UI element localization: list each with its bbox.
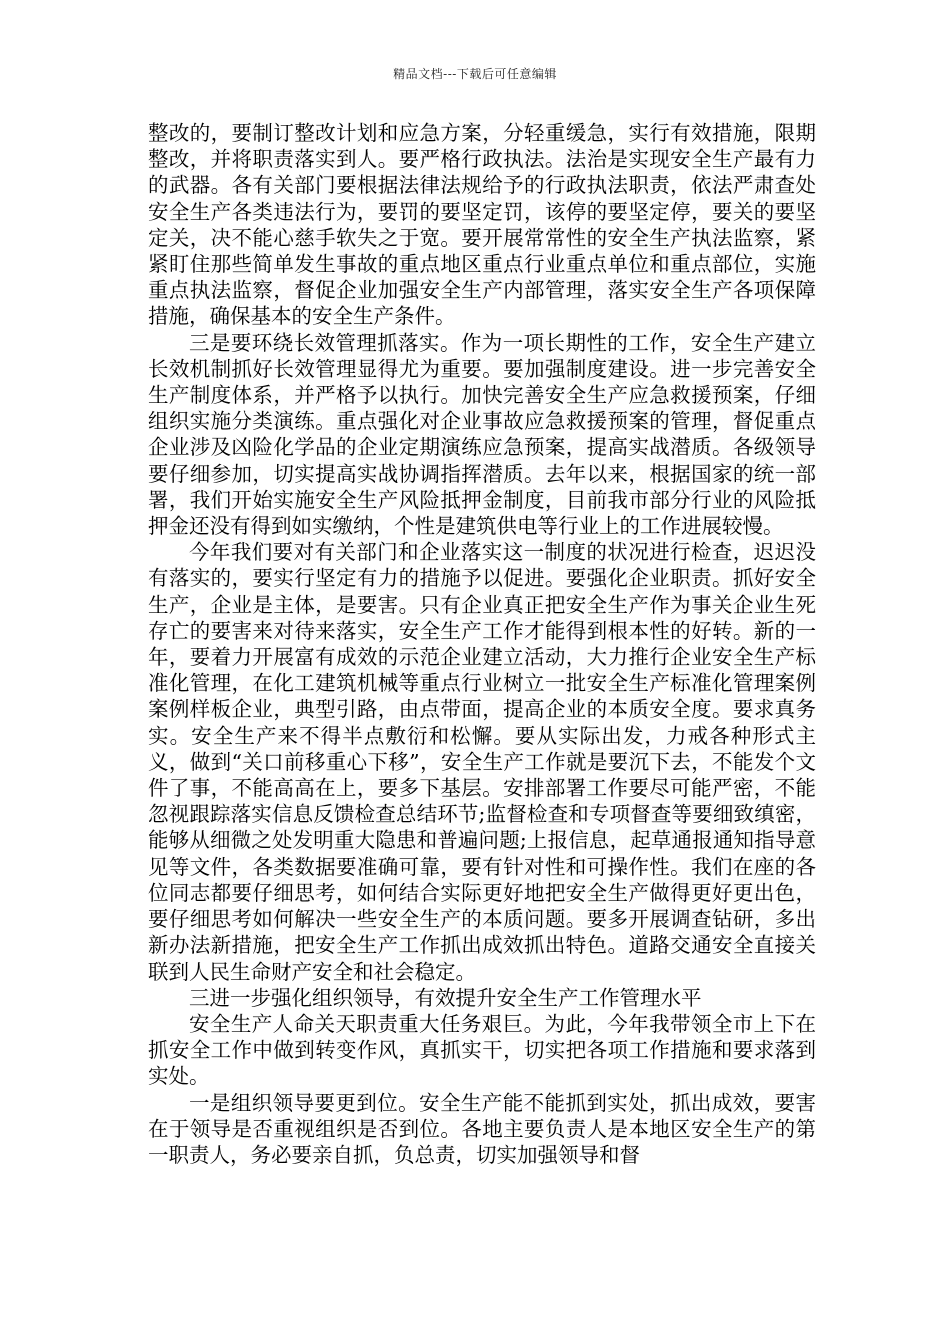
paragraph-4: 安全生产人命关天职责重大任务艰巨。为此，今年我带领全市上下在抓安全工作中做到转变作风，真抓实干，切实把各项工作措施和要求落到实处。	[148, 1011, 816, 1089]
page-header: 精品文档---下载后可任意编辑	[393, 67, 557, 81]
paragraph-1: 整改的，要制订整改计划和应急方案，分轻重缓急，实行有效措施，限期整改，并将职责落实到人。要严格行政执法。法治是实现安全生产最有力的武器。各有关部门要根据法律法规给予的行政执法职责，依法严肃查处安全生产各类违法行为，要罚的要坚定罚，该停的要坚定停，要关的要坚定关，决不能心慈手软失之于宽。要开展常常性的安全生产执法监察，紧紧盯住那些简单发生事故的重点地区重点行业重点单位和重点部位，实施重点执法监察，督促企业加强安全生产内部管理，落实安全生产各项保障措施，确保基本的安全生产条件。	[148, 121, 816, 329]
document-body	[148, 120, 816, 1168]
section-heading: 三进一步强化组织领导，有效提升安全生产工作管理水平	[189, 985, 702, 1010]
paragraph-3: 今年我们要对有关部门和企业落实这一制度的状况进行检查，迟迟没有落实的，要实行坚定有力的措施予以促进。要强化企业职责。抓好安全生产，企业是主体，是要害。只有企业真正把安全生产作为事关企业生死存亡的要害来对待来落实，安全生产工作才能得到根本性的好转。新的一年，要着力开展富有成效的示范企业建立活动，大力推行企业安全生产标准化管理，在化工建筑机械等重点行业树立一批安全生产标准化管理案例案例样板企业，典型引路，由点带面，提高企业的本质安全度。要求真务实。安全生产来不得半点敷衍和松懈。要从实际出发，力戒各种形式主义，做到“关口前移重心下移”，安全生产工作就是要沉下去，不能发个文件了事，不能高高在上，要多下基层。安排部署工作要尽可能严密，不能忽视跟踪落实信息反馈检查总结环节;监督检查和专项督查等要细致缜密，能够从细微之处发明重大隐患和普遍问题;上报信息，起草通报通知指导意见等文件，各类数据要准确可靠，要有针对性和可操作性。我们在座的各位同志都要仔细思考，如何结合实际更好地把安全生产做得更好更出色，要仔细思考如何解决一些安全生产的本质问题。要多开展调查钻研，多出新办法新措施，把安全生产工作抓出成效抓出特色。道路交通安全直接关联到人民生命财产安全和社会稳定。	[148, 540, 816, 984]
paragraph-5: 一是组织领导要更到位。安全生产能不能抓到实处，抓出成效，要害在于领导是否重视组织是否到位。各地主要负责人是本地区安全生产的第一职责人，务必要亲自抓，负总责，切实加强领导和督	[148, 1090, 816, 1167]
paragraph-2: 三是要环绕长效管理抓落实。作为一项长期性的工作，安全生产建立长效机制抓好长效管理显得尤为重要。要加强制度建设。进一步完善安全生产制度体系，并严格予以执行。加快完善安全生产应急救援预案，仔细组织实施分类演练。重点强化对企业事故应急救援预案的管理，督促重点企业涉及凶险化学品的企业定期演练应急预案，提高实战潜质。各级领导要仔细参加，切实提高实战协调指挥潜质。去年以来，根据国家的统一部署，我们开始实施安全生产风险抵押金制度，目前我市部分行业的风险抵押金还没有得到如实缴纳，个性是建筑供电等行业上的工作进展较慢。	[148, 330, 816, 539]
